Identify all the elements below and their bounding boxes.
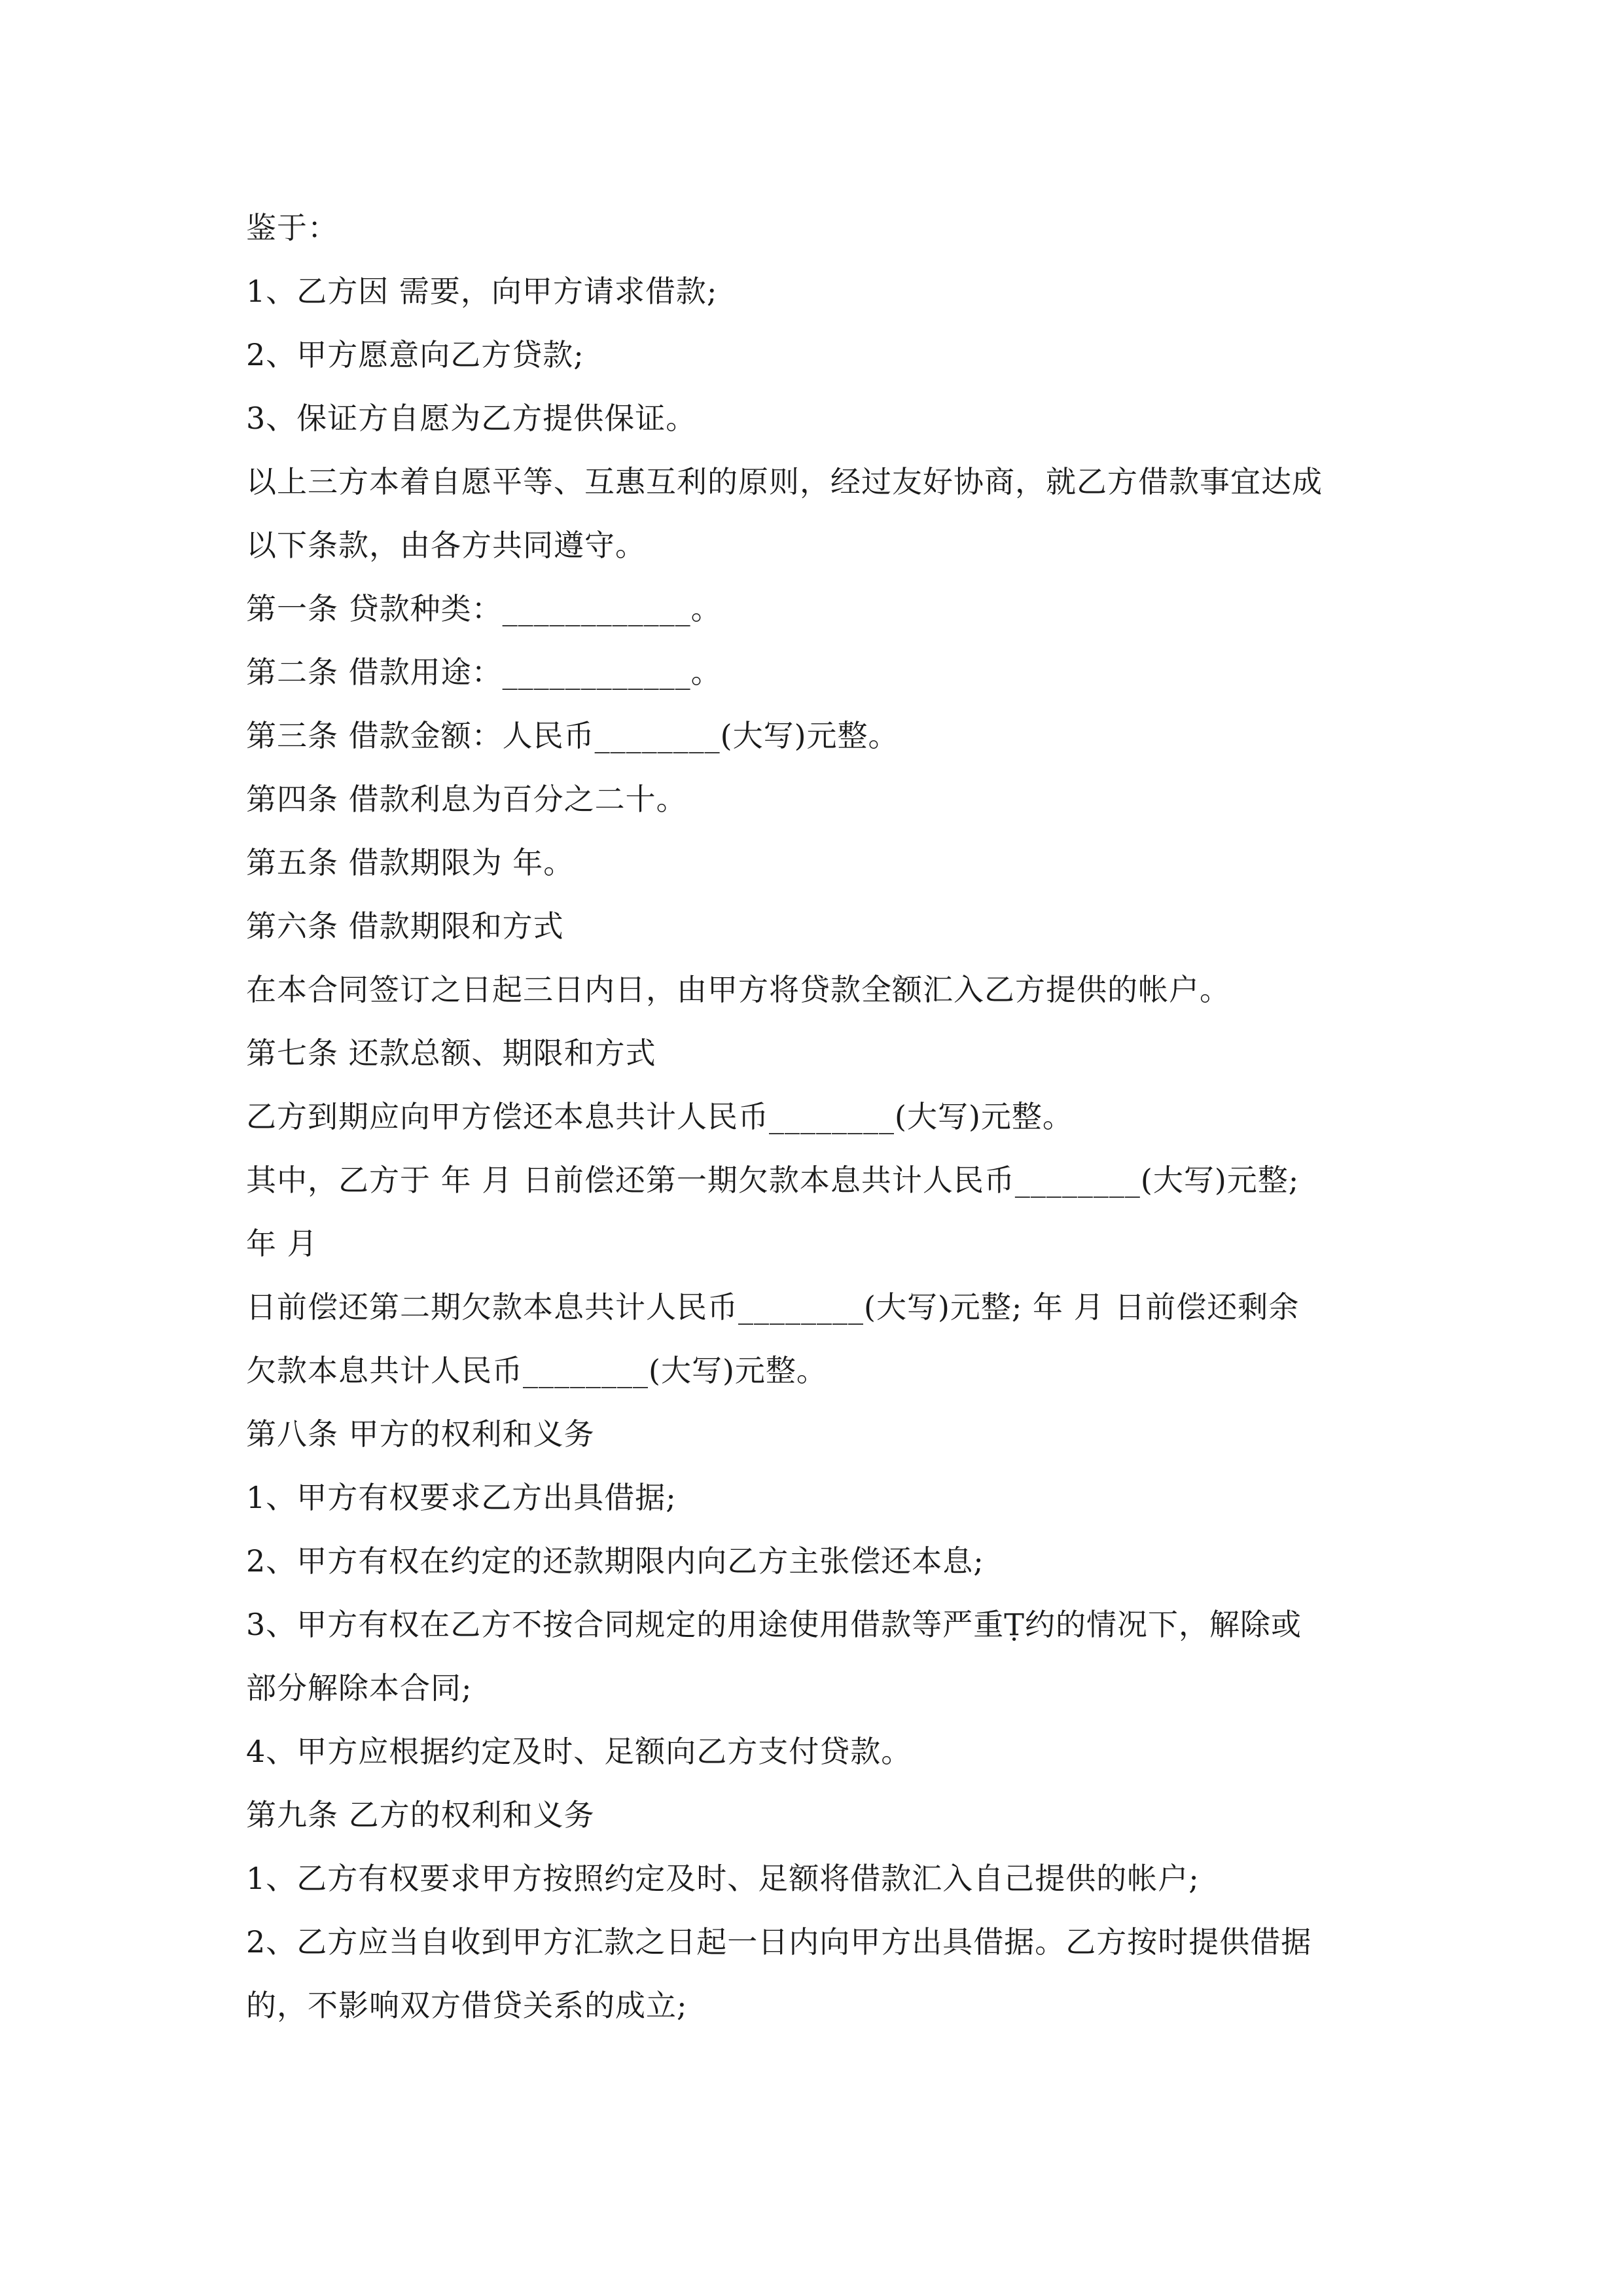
preamble-heading: 鉴于： — [246, 210, 338, 245]
preamble-item-2: 2、甲方愿意向乙方贷款; — [246, 337, 584, 372]
preamble-item-3: 3、保证方自愿为乙方提供保证。 — [246, 401, 697, 436]
preamble-statement-cont: 以下条款，由各方共同遵守。 — [246, 528, 646, 563]
article-6-heading: 第六条 借款期限和方式 — [246, 908, 564, 944]
article-9-item-2: 2、乙方应当自收到甲方汇款之日起一日内向甲方出具借据。乙方按时提供借据 — [246, 1924, 1312, 1960]
article-8-item-3-cont: 部分解除本合同; — [246, 1670, 473, 1706]
article-7-installment-2: 日前偿还第二期欠款本息共计人民币________(大写)元整; 年 月 日前偿还剩余 — [246, 1289, 1300, 1325]
article-7-heading: 第七条 还款总额、期限和方式 — [246, 1035, 656, 1071]
article-7-text: 乙方到期应向甲方偿还本息共计人民币________(大写)元整。 — [246, 1099, 1073, 1134]
article-3-loan-amount: 第三条 借款金额：人民币________(大写)元整。 — [246, 718, 899, 753]
article-7-installment-1: 其中，乙方于 年 月 日前偿还第一期欠款本息共计人民币________(大写)元整; — [246, 1162, 1300, 1198]
article-8-item-2: 2、甲方有权在约定的还款期限内向乙方主张偿还本息; — [246, 1543, 984, 1579]
article-8-item-1: 1、甲方有权要求乙方出具借据; — [246, 1480, 677, 1515]
article-8-item-4: 4、甲方应根据约定及时、足额向乙方支付贷款。 — [246, 1734, 912, 1769]
preamble-statement: 以上三方本着自愿平等、互惠互利的原则，经过友好协商，就乙方借款事宜达成 — [246, 464, 1323, 499]
article-9-heading: 第九条 乙方的权利和义务 — [246, 1797, 595, 1833]
preamble-item-1: 1、乙方因 需要，向甲方请求借款; — [246, 274, 718, 309]
article-6-text: 在本合同签订之日起三日内日，由甲方将贷款全额汇入乙方提供的帐户。 — [246, 972, 1230, 1007]
article-9-item-2-cont: 的，不影响双方借贷关系的成立; — [246, 1988, 688, 2023]
contract-body — [246, 196, 1398, 2037]
article-8-heading: 第八条 甲方的权利和义务 — [246, 1416, 595, 1452]
article-2-loan-purpose: 第二条 借款用途：____________。 — [246, 655, 722, 690]
article-9-item-1: 1、乙方有权要求甲方按照约定及时、足额将借款汇入自己提供的帐户; — [246, 1861, 1200, 1896]
article-7-installment-date: 年 月 — [246, 1226, 318, 1261]
article-5-term: 第五条 借款期限为 年。 — [246, 845, 575, 880]
article-7-installment-remainder: 欠款本息共计人民币________(大写)元整。 — [246, 1353, 827, 1388]
article-4-interest: 第四条 借款利息为百分之二十。 — [246, 781, 687, 817]
article-1-loan-type: 第一条 贷款种类：____________。 — [246, 591, 722, 626]
article-8-item-3: 3、甲方有权在乙方不按合同规定的用途使用借款等严重Ṭ约的情况下，解除或 — [246, 1607, 1302, 1642]
